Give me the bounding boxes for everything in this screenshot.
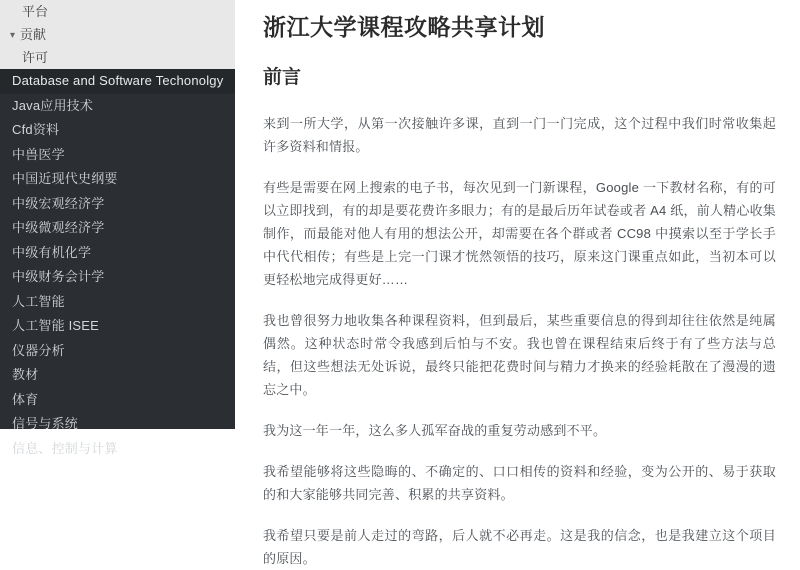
sidebar-item-microeconomics[interactable] [0,216,235,241]
sidebar-item-label: 体育 [12,391,39,407]
sidebar-item-label: 中级有机化学 [12,244,92,260]
paragraph: 我也曾很努力地收集各种课程资料，但到最后，某些重要信息的得到却往往依然是纯属偶然。这种状态时常令我感到后怕与不安。我也曾在课程结束后终于有了些方法与总结，但这些想法无处诉说，最终只能把花费时间与精力才换来的经验耗散在了漫漫的遗忘之中。 [263,313,776,397]
sidebar-item-artificial-intelligence[interactable] [0,290,235,315]
page-title: 浙江大学课程攻略共享计划 [263,14,545,40]
sidebar-item-label: 中兽医学 [12,146,65,162]
sidebar-item-label: 信号与系统 [12,416,79,431]
sidebar-item-signals-and-systems[interactable] [0,412,235,437]
sidebar-item-instrumental-analysis[interactable] [0,339,235,364]
sidebar-item-physical-education[interactable] [0,388,235,413]
sidebar-item-label: 信息、控制与计算 [12,440,118,456]
sidebar-item-cfd[interactable] [0,118,235,143]
sidebar-item-modern-history[interactable] [0,167,235,192]
sidebar-course-list [0,69,235,461]
sidebar-item-label: Database and Software Techonolgy [12,73,224,88]
chevron-down-icon: ▾ [10,30,16,41]
sidebar-item-organic-chemistry[interactable] [0,241,235,266]
paragraph: 我希望能够将这些隐晦的、不确定的、口口相传的资料和经验，变为公开的、易于获取的和大家能够共同完善、积累的共享资料。 [263,464,776,502]
sidebar-item-label: 中级微观经济学 [12,220,105,235]
sidebar-item-label: 人工智能 ISEE [12,318,100,333]
paragraph: 我希望只要是前人走过的弯路，后人就不必再走。这是我的信念，也是我建立这个项目的原因。 [263,528,776,566]
sidebar-item-label: 中国近现代史纲要 [12,171,118,186]
sidebar-item-label: 仪器分析 [12,342,65,358]
sidebar-item-platform[interactable] [0,0,235,23]
paragraph: 我为这一年一年，这么多人孤军奋战的重复劳动感到不平。 [263,423,607,438]
sidebar-item-information-control-computing[interactable] [0,437,235,462]
sidebar-item-macroeconomics[interactable] [0,192,235,217]
paragraph: 来到一所大学，从第一次接触许多课，直到一门一门完成，这个过程中我们时常收集起许多资料和情报。 [263,116,776,154]
paragraph: 有些是需要在网上搜索的电子书，每次见到一门新课程，Google 一下教材名称，有的可以立即找到，有的却是要花费许多眼力；有的是最后历年试卷或者 A4 纸，前人精心收集制作，而最能对他人有用的想法公开，却需要在各个群或者 CC98 中摸索以至于学长手中代代相传；有些是上完一门课才恍然领悟的技巧，原来这门课重点如此，当初本可以更轻松地完成得更好…… [263,180,776,287]
sidebar-item-financial-accounting[interactable] [0,265,235,290]
sidebar-item-label: 中级宏观经济学 [12,195,105,211]
sidebar-top-section [0,0,235,69]
sidebar-top-label: 平台 [22,4,49,19]
sidebar-item-contribute[interactable] [0,23,235,46]
sidebar-item-label: 人工智能 [12,293,65,309]
sidebar-item-label: Cfd资料 [12,122,60,137]
sidebar-item-label: 教材 [12,367,39,382]
sidebar-item-database-software-technology[interactable] [0,69,235,94]
sidebar-item-label: 中级财务会计学 [12,269,105,284]
sidebar-item-java[interactable] [0,94,235,119]
section-heading-preface: 前言 [263,67,302,88]
sidebar-item-artificial-intelligence-isee[interactable] [0,314,235,339]
sidebar-item-textbooks[interactable] [0,363,235,388]
sidebar [0,0,235,456]
document-content [235,0,800,566]
sidebar-top-label: 许可 [22,50,49,65]
sidebar-item-label: Java应用技术 [12,97,94,113]
sidebar-item-veterinary[interactable] [0,143,235,168]
sidebar-top-label: 贡献 [20,27,47,42]
sidebar-item-license[interactable] [0,46,235,69]
